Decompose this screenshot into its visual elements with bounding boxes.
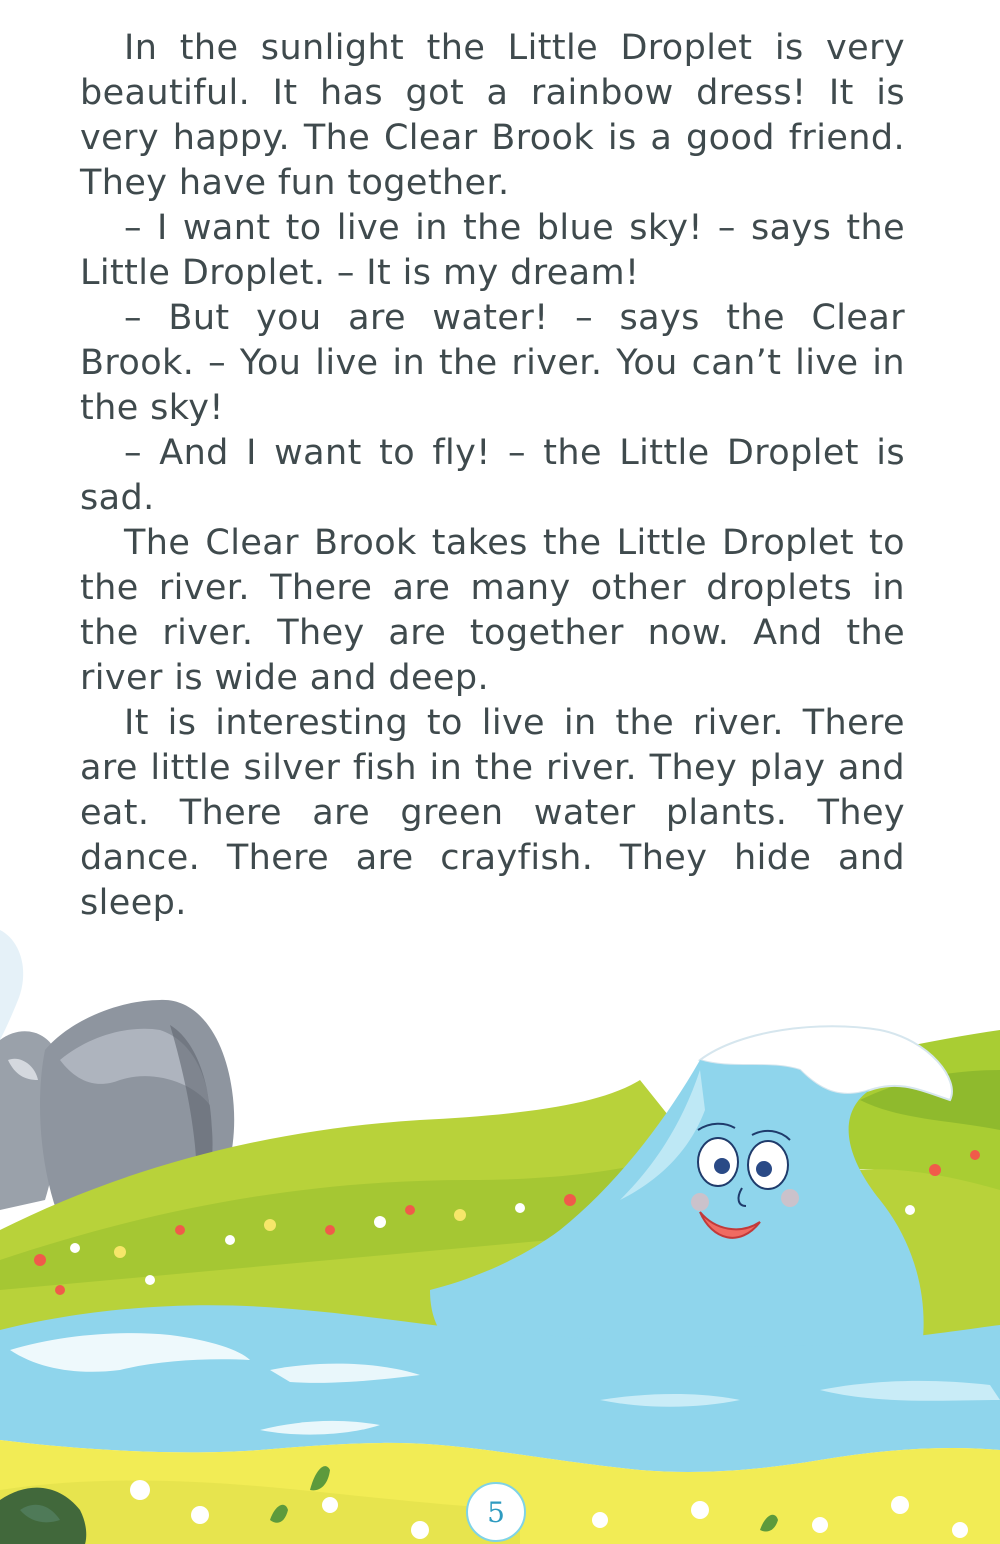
paragraph: It is interesting to live in the river. There are little silver fish in the river. They play and eat. There are green water plants. They dance. There are crayfish. They hide and sleep. — [80, 703, 905, 923]
paragraph: – I want to live in the blue sky! – says the Little Droplet. – It is my dream! — [80, 208, 905, 293]
page-number: 5 — [466, 1482, 526, 1542]
story-text — [80, 26, 905, 926]
paragraph: In the sunlight the Little Droplet is very beautiful. It has got a rainbow dress! It is very happy. The Clear Brook is a good friend. They have fun together. — [80, 28, 905, 203]
paragraph: – And I want to fly! – the Little Droplet is sad. — [80, 433, 905, 518]
pale-background-splash — [0, 930, 23, 1040]
paragraph: The Clear Brook takes the Little Droplet to the river. There are many other droplets in the river. They are together now. And the river is wide and deep. — [80, 523, 905, 698]
river-illustration — [0, 930, 1000, 1544]
paragraph: – But you are water! – says the Clear Brook. – You live in the river. You can’t live in the sky! — [80, 298, 905, 428]
